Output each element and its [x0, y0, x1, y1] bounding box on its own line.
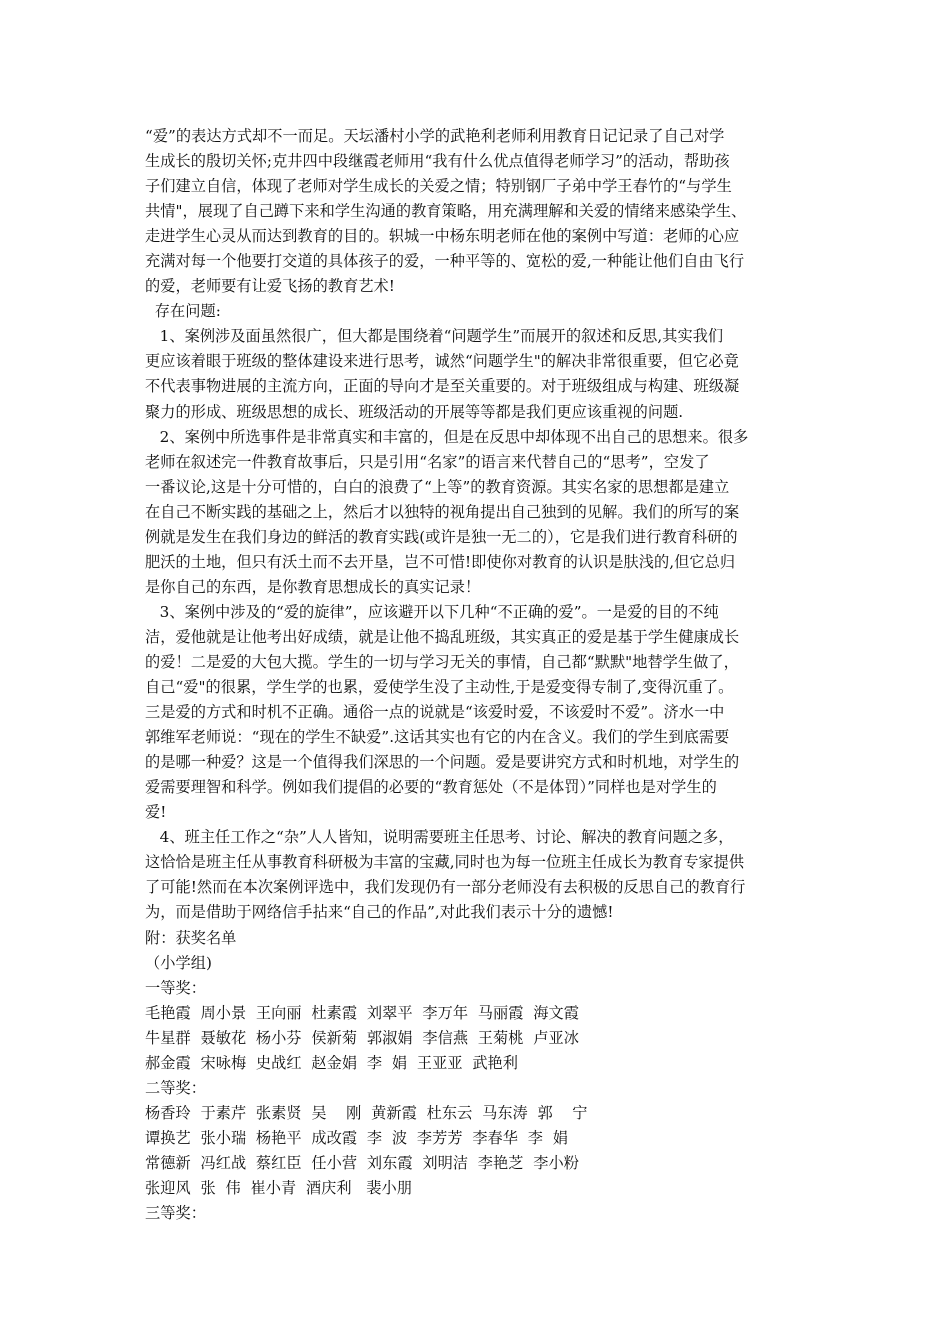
text-line-23: 自己“爱"的很累，学生学的也累，爱使学生没了主动性,于是爱变得专制了,变得沉重了。	[145, 678, 734, 697]
award-names-row: 常德新 冯红战 蔡红臣 任小营 刘东霞 刘明洁 李艳芝 李小粉	[145, 1153, 579, 1172]
text-line-17: 例就是发生在我们身边的鲜活的教育实践(或许是独一无二的），它是我们进行教育科研的	[145, 527, 738, 546]
text-line-26: 的是哪一种爱？这是一个值得我们深思的一个问题。爱是要讲究方式和时机地，对学生的	[145, 753, 740, 772]
text-line-3: 子们建立自信，体现了老师对学生成长的关爱之情；特别钢厂子弟中学王春竹的“与学生	[145, 177, 732, 196]
text-line-25: 郭维军老师说：“现在的学生不缺爱”.这话其实也有它的内在含义。我们的学生到底需要	[145, 728, 730, 747]
text-line-31: 了可能!然而在本次案例评选中，我们发现仍有一部分老师没有去积极的反思自己的教育行	[145, 878, 746, 897]
award-names-row: 杨香玲 于素芹 张素贤 吴 刚 黄新霞 杜东云 马东涛 郭 宁	[145, 1103, 588, 1122]
text-line-5: 走进学生心灵从而达到教育的目的。轵城一中杨东明老师在他的案例中写道：老师的心应	[145, 227, 740, 246]
text-line-4: 共情"，展现了自己蹲下来和学生沟通的教育策略，用充满理解和关爱的情绪来感染学生、	[145, 202, 747, 221]
text-line-2: 生成长的殷切关怀;克井四中段继霞老师用“我有什么优点值得老师学习”的活动，帮助孩	[145, 152, 730, 171]
section-heading-issues: 存在问题:	[145, 302, 221, 321]
text-line-13: 2、案例中所选事件是非常真实和丰富的，但是在反思中却体现不出自己的思想来。很多	[145, 427, 749, 446]
text-line-32: 为，而是借助于网络信手拈来“自己的作品”,对此我们表示十分的遗憾!	[145, 903, 614, 922]
award-names-row: 谭换艺 张小瑞 杨艳平 成改霞 李 波 李芳芳 李春华 李 娟	[145, 1128, 569, 1147]
award-heading-third: 三等奖：	[145, 1204, 206, 1223]
award-names-row: 牛星群 聂敏花 杨小芬 侯新菊 郭淑娟 李信燕 王菊桃 卢亚冰	[145, 1028, 579, 1047]
award-names-row: 郝金霞 宋咏梅 史战红 赵金娟 李 娟 王亚亚 武艳利	[145, 1053, 519, 1072]
appendix-heading: 附：获奖名单	[145, 928, 237, 947]
group-heading-primary: （小学组)	[145, 953, 212, 972]
text-line-28: 爱!	[145, 803, 167, 822]
award-names-row: 张迎风 张 伟 崔小青 酒庆利 裴小朋	[145, 1178, 412, 1197]
text-line-30: 这恰恰是班主任从事教育科研极为丰富的宝藏,同时也为每一位班主任成长为教育专家提供	[145, 853, 745, 872]
text-line-29: 4、班主任工作之“杂”人人皆知，说明需要班主任思考、讨论、解决的教育问题之多，	[145, 828, 734, 847]
text-line-20: 3、案例中涉及的“爱的旋律”，应该避开以下几种“不正确的爱”。一是爱的目的不纯	[145, 602, 719, 621]
text-line-6: 充满对每一个他要打交道的具体孩子的爱，一种平等的、宽松的爱,一种能让他们自由飞行	[145, 252, 745, 271]
text-line-9: 1、案例涉及面虽然很广，但大都是围绕着“问题学生”而展开的叙述和反思,其实我们	[145, 327, 724, 346]
text-line-18: 肥沃的土地，但只有沃土而不去开垦，岂不可惜!即使你对教育的认识是肤浅的,但它总归	[145, 552, 736, 571]
award-heading-first: 一等奖：	[145, 978, 206, 997]
text-line-11: 不代表事物进展的主流方向，正面的导向才是至关重要的。对于班级组成与构建、班级凝	[145, 377, 740, 396]
text-line-14: 老师在叙述完一件教育故事后，只是引用“名家”的语言来代替自己的“思考”，空发了	[145, 452, 710, 471]
text-line-10: 更应该着眼于班级的整体建设来进行思考，诚然“问题学生"的解决非常很重要，但它必竟	[145, 352, 739, 371]
text-line-7: 的爱，老师要有让爱飞扬的教育艺术!	[145, 277, 395, 296]
text-line-22: 的爱！二是爱的大包大揽。学生的一切与学习无关的事情，自己都“默默"地替学生做了，	[145, 652, 739, 671]
award-heading-second: 二等奖：	[145, 1078, 206, 1097]
text-line-16: 在自己不断实践的基础之上，然后才以独特的视角提出自己独到的见解。我们的所写的案	[145, 502, 740, 521]
text-line-12: 聚力的形成、班级思想的成长、班级活动的开展等等都是我们更应该重视的问题.	[145, 402, 684, 421]
text-line-24: 三是爱的方式和时机不正确。通俗一点的说就是“该爱时爱，不该爱时不爱”。济水一中	[145, 703, 725, 722]
text-line-21: 洁，爱他就是让他考出好成绩，就是让他不捣乱班级，其实真正的爱是基于学生健康成长	[145, 627, 740, 646]
text-line-19: 是你自己的东西，是你教育思想成长的真实记录！	[145, 577, 481, 596]
document-body	[145, 124, 815, 1226]
award-names-row: 毛艳霞 周小景 王向丽 杜素霞 刘翠平 李万年 马丽霞 海文霞	[145, 1003, 579, 1022]
text-line-1: “爱”的表达方式却不一而足。天坛潘村小学的武艳利老师利用教育日记记录了自己对学	[145, 127, 725, 145]
text-line-15: 一番议论,这是十分可惜的，白白的浪费了“上等”的教育资源。其实名家的思想都是建立	[145, 477, 730, 496]
text-line-27: 爱需要理智和科学。例如我们提倡的必要的“教育惩处（不是体罚）”同样也是对学生的	[145, 778, 717, 797]
